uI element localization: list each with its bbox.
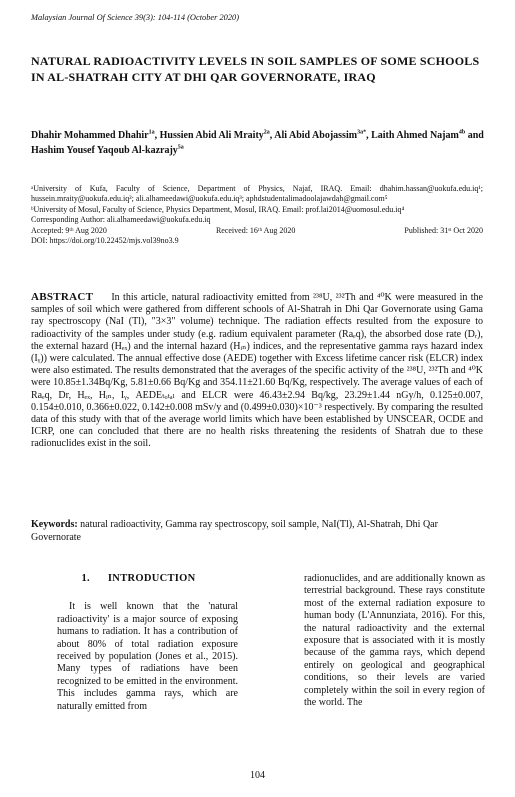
keywords-label: Keywords: (31, 519, 78, 530)
intro-paragraph-right: radionuclides, and are additionally known as terrestrial background. These rays constitute most of the external radiation exposure to human body (L'Annunziata, 2016). For this, the natural radioactivity and the external exposure that is associated with it is mostly because of the gamma rays, which depend entirely on geological and geographical conditions, so their levels are varied completely within the soil in every region of the world. The (304, 573, 485, 709)
right-column (304, 573, 485, 709)
author-list (31, 128, 491, 158)
affiliation-b: ᵇUniversity of Mosul, Faculty of Science, Physics Department, Mosul, IRAQ. Email: prof.lai2014@uomosul.edu.iq⁴ (31, 204, 405, 214)
section-number: 1. (81, 573, 90, 584)
corresponding-author: Corresponding Author: ali.alhameedawi@uokufa.edu.iq (31, 215, 211, 225)
intro-paragraph-left: It is well known that the 'natural radioactivity' is a major source of exposing humans to radiation. It has a contribution of about 80% of total radiation exposure received by population (Jones et al., 2015). Many types of radiations have been recognized to be emitted in the environment. This includes gamma rays, which are naturally emitted from (57, 601, 238, 712)
section-title: INTRODUCTION (107, 573, 196, 584)
abstract-text: In this article, natural radioactivity emitted from ²³⁸U, ²³²Th and ⁴⁰K were measured in the samples of soil which were gathered from different schools of Al-Shatrah in Dhi Qar Governorate using Gama ray spectroscopy (NaI (Tl), "3×3" volume) technique. The radiation effects resulted from the exposure to radioactivity of the samples under study (e.g. radium equivalent parameter (Raₑq), the absorbed dose rate (Dᵣ), the external hazard (Hₑₓ) and the internal hazard (Hᵢₙ) indices, and the representative gamma rays hazard index (Iᵧ)) were calculated. The annual effective dose (AEDE) together with Excess lifetime cancer risk (ELCR) index were also estimated. The results demonstrated that the averages of the specific activity of the ²³⁸U, ²³²Th and ⁴⁰K were 10.85±1.34Bq/Kg, 5.81±0.66 Bq/Kg and 354.11±21.60 Bq/Kg, respectively. The average values of each of Raₑq, Dr, Hₑₓ, Hᵢₙ, Iᵧ, AEDEₜₒₜₐₗ and ELCR were 46.43±2.94 Bq/kg, 23.29±1.44 nGy/h, 0.125±0.007, 0.154±0.010, 0.366±0.022, 0.142±0.008 mSv/y and (0.499±0.030)×10⁻³ respectively. By comparing the resulted data of this study with that of the average world limits which have been established by UNSCEAR, OCDE and ICRP, one can concluded that there are no health risks threatening the residents of Shatrah due to these radionuclides exist in the soil. (31, 292, 483, 450)
journal-header: Malaysian Journal Of Science 39(3): 104-114 (October 2020) (31, 13, 240, 22)
left-column (57, 573, 238, 713)
author-separator: , (366, 130, 372, 141)
author-separator: , (154, 130, 160, 141)
affiliation-a: ᵃUniversity of Kufa, Faculty of Science, Department of Physics, Najaf, IRAQ. Email: dhahim.hassan@uokufa.edu.iq¹; hussein.mraity@uokufa.edu.iq²; ali.alhameedawi@uokufa.edu.iq³; aphdstudentalimadoolajawdah@gmail.com⁵ (31, 184, 483, 204)
author-separator: , (269, 130, 275, 141)
received-date: Received: 16ᵗʰ Aug 2020 (215, 225, 296, 235)
abstract (31, 291, 483, 451)
author-name: Laith Ahmed Najam (371, 130, 459, 141)
author-name: Hussien Abid Ali Mraity (159, 130, 264, 141)
author-name: Ali Abid Abojassim (274, 130, 358, 141)
author-name: Hashim Yousef Yaqoub Al-kazrajy (31, 145, 178, 156)
doi[interactable]: DOI: https://doi.org/10.22452/mjs.vol39no3.9 (31, 236, 179, 246)
affiliations-block (31, 184, 483, 246)
published-date: Published: 31ˢᵗ Oct 2020 (404, 225, 483, 235)
author-name: Dhahir Mohammed Dhahir (31, 130, 149, 141)
author-affiliation-mark: 4b (458, 129, 466, 136)
section-heading-introduction (57, 573, 238, 585)
accepted-date: Accepted: 9ᵗʰ Aug 2020 (31, 225, 107, 235)
dates-row (31, 226, 483, 236)
author-separator: and (465, 130, 484, 141)
page-number: 104 (250, 770, 265, 781)
author-affiliation-mark: 2a (263, 129, 270, 136)
abstract-heading: ABSTRACT (31, 291, 94, 303)
author-affiliation-mark: 1a (148, 129, 155, 136)
keywords-text: natural radioactivity, Gamma ray spectroscopy, soil sample, NaI(Tl), Al-Shatrah, Dhi Qar Governorate (31, 519, 438, 543)
paper-title: NATURAL RADIOACTIVITY LEVELS IN SOIL SAMPLES OF SOME SCHOOLS IN AL-SHATRAH CITY AT DHI QAR GOVERNORATE, IRAQ (31, 54, 480, 84)
author-affiliation-mark: 3a* (357, 129, 367, 136)
keywords (31, 518, 483, 544)
author-affiliation-mark: 5a (177, 144, 184, 151)
